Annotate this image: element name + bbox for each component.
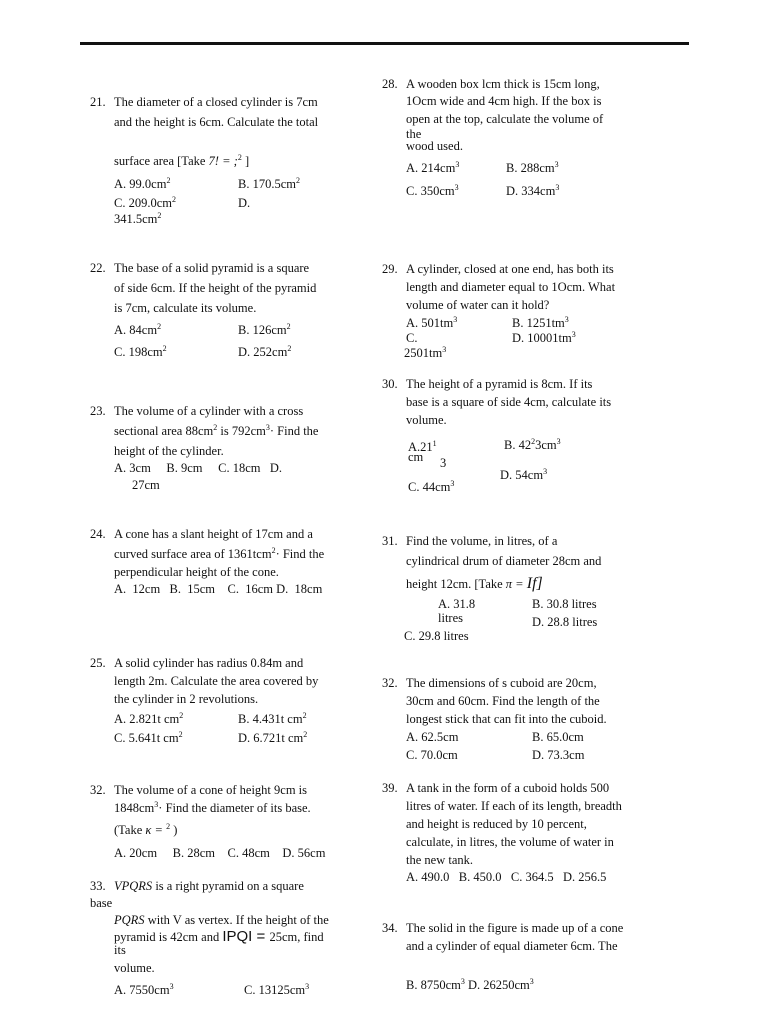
question-32-cone: 32. The volume of a cone of height 9cm is $1848cm^3\cdot$ Find the diameter of its base. (Take κ = $^2$ ) A. 20cm B. 28cm C. 48cm D. 56cm xyxy=(90,783,326,860)
question-24: 24. A cone has a slant height of 17cm and a curved surface area of 1361tcm$^2$· Find the perpendicular height of the cone. A. 12cm B. 15cm C. 16cm D. 18cm xyxy=(90,527,325,596)
question-34: 34. The solid in the figure is made up of a cone and a cylinder of equal diameter 6cm. The B. $8750cm^3$ D. $26250cm^3$ xyxy=(382,921,624,992)
top-rule xyxy=(80,42,689,45)
question-29: 29. A cylinder, closed at one end, has both its length and diameter equal to 1Ocm. What volume of water can it hold? A. $501tm^3$ B. $1251tm^3$ C. D. $10001tm^3$ $2501tm^3$ xyxy=(382,262,616,360)
question-31: 31. Find the volume, in litres, of a cylindrical drum of diameter 28cm and height 12cm. [Take π = If] A. 31.8 litres B. 30.8 litres D. 28.8 litres C. 29.8 litres xyxy=(382,534,602,644)
question-22: 22. The base of a solid pyramid is a square of side 6cm. If the height of the pyramid is 7cm, calculate its volume. A. $84cm^2$ B. $126cm^2$ C. $198cm^2$ D. $252cm^2$ xyxy=(90,261,317,359)
question-39: 39. A tank in the form of a cuboid holds 500 litres of water. If each of its length, breadth and height is reduced by 10 percent, calculate, in litres, the volume of water in the new tank. A. 490.0 B. 450.0 C. 364.5 D. 256.5 xyxy=(382,781,622,885)
question-33: 33. VPQRS is a right pyramid on a square base PQRS with V as vertex. If the height of the pyramid is 42cm and IPQI = 25cm, find its volume. A. $7550cm^3$ C. $13125cm^3$ xyxy=(90,879,329,998)
question-25: 25. A solid cylinder has radius 0.84m and length 2m. Calculate the area covered by the cylinder in 2 revolutions. A. 2.821t $cm^2$ B. 4.431t $cm^2$ C. 5.641t $cm^2$ D. 6.721t $cm^2$ xyxy=(90,656,319,745)
question-21: 21. The diameter of a closed cylinder is 7cm and the height is 6cm. Calculate the total surface area [Take 7! = ;$^2$ ] A. $99.0cm^2$ B. $170.5cm^2$ C. $209.0cm^2$ D. $341.5cm^2$ xyxy=(90,95,319,227)
question-23: 23. The volume of a cylinder with a cross sectional area $88cm^2$ is $792cm^3\cdot$ Find the height of the cylinder. A. 3cm B. 9cm C. 18cm D. 27cm xyxy=(90,404,319,492)
question-32-cuboid: 32. The dimensions of s cuboid are 20cm, 30cm and 60cm. Find the length of the longest stick that can fit into the cuboid. A. 62.5cm B. 65.0cm C. 70.0cm D. 73.3cm xyxy=(382,676,607,762)
question-28: 28. A wooden box lcm thick is 15cm long, 1Ocm wide and 4cm high. If the box is open at the top, calculate the volume of the wood used. A. $214cm^3$ B. $288cm^3$ C. $350cm^3$ D. $334cm^3$ xyxy=(382,77,604,198)
question-30: 30. The height of a pyramid is 8cm. If its base is a square of side 4cm, calculate its volume. $A.21^1$ cm 3 B. $42^23cm^3$ D. $54cm^3$ C. $44cm^3$ xyxy=(382,377,612,494)
